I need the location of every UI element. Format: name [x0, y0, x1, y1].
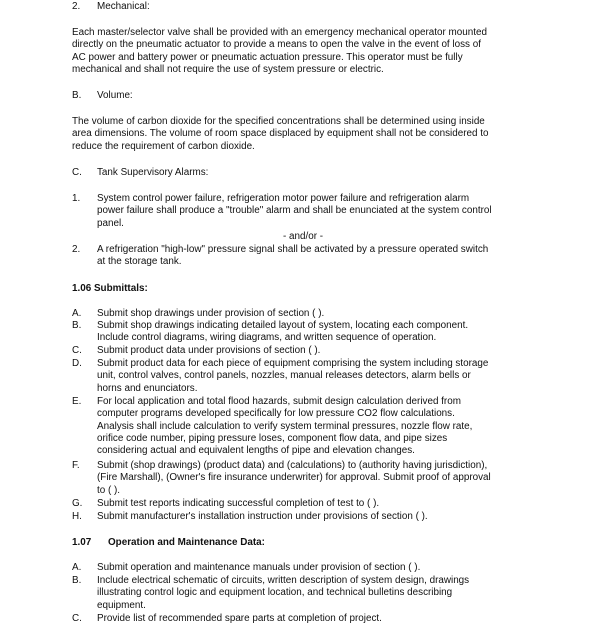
item-line: Submit operation and maintenance manuals under provision of section ( ). [97, 562, 421, 573]
item-number: C. [72, 345, 82, 356]
item-line: orifice code number, piping pressure loses, component flow data, and pipe sizes [97, 432, 448, 444]
item-line: at the storage tank. [97, 256, 182, 268]
submittal-item-a-text [97, 308, 324, 320]
paragraph-line: mechanical and shall not require the use of system pressure or electric. [72, 63, 384, 75]
volume-title: Volume: [97, 90, 133, 101]
paragraph-line: reduce the requirement of carbon dioxide. [72, 140, 255, 152]
item-line: Submit test reports indicating successful completion of test to ( ). [97, 498, 380, 509]
volume-number: B. [72, 90, 82, 101]
submittal-item-g-text [97, 498, 379, 510]
item-number: 1. [72, 193, 81, 204]
item-line: A refrigeration "high-low" pressure signal shall be activated by a pressure operated switch [97, 244, 489, 255]
item-number: D. [72, 358, 82, 369]
item-number: C. [72, 613, 82, 624]
item-number: B. [72, 320, 82, 331]
item-line: Submit (shop drawings) (product data) and (calculations) to (authority having jurisdiction), [97, 460, 488, 471]
tank-item-2-text [97, 244, 488, 269]
item-line: Submit product data for each piece of equipment comprising the system including storage [97, 358, 489, 369]
item-line: Submit shop drawings indicating detailed layout of system, locating each component. [97, 320, 469, 331]
submittal-item-d-text [97, 358, 488, 395]
item-line: For local application and total flood hazards, submit design calculation derived from [97, 396, 461, 407]
item-line: Include electrical schematic of circuits, written description of system design, drawings [97, 575, 470, 586]
paragraph-line: directly on the pneumatic actuator to provide a means to open the valve in the event of loss of [72, 39, 481, 51]
tank-number: C. [72, 167, 82, 178]
operation-number: 1.07 [72, 537, 92, 548]
item-number: E. [72, 396, 82, 407]
mechanical-paragraph [72, 27, 487, 76]
item-line: Provide list of recommended spare parts at completion of project. [97, 613, 382, 624]
volume-paragraph [72, 116, 488, 153]
item-line: Submit manufacturer's installation instruction under provisions of section ( ). [97, 511, 428, 522]
item-line: Analysis shall include calculation to verify system terminal pressures, nozzle flow rate, [97, 420, 473, 432]
item-line: to ( ). [97, 484, 121, 496]
tank-title: Tank Supervisory Alarms: [97, 167, 209, 178]
paragraph-line: area dimensions. The volume of room space displaced by equipment shall not be considered to [72, 128, 489, 140]
submittal-item-f-text [97, 460, 491, 497]
item-number: H. [72, 511, 82, 522]
paragraph-line: AC power and battery power or pneumatic actuation pressure. This operator must be fully [72, 51, 463, 63]
item-number: A. [72, 308, 82, 319]
item-number: A. [72, 562, 82, 573]
item-line: Submit product data under provisions of section ( ). [97, 345, 321, 356]
paragraph-line: Each master/selector valve shall be provided with an emergency mechanical operator mounted [72, 27, 487, 38]
item-line: horns and enunciators. [97, 382, 198, 394]
submittals-heading: 1.06 Submittals: [72, 283, 148, 294]
submittal-item-b-text [97, 320, 468, 345]
item-line: power failure shall produce a "trouble" alarm and shall be enunciated at the system control [97, 205, 492, 217]
mechanical-number: 2. [72, 1, 81, 12]
item-line: Include control diagrams, wiring diagrams, and written sequence of operation. [97, 332, 437, 344]
tank-item-1-text [97, 193, 492, 230]
mechanical-title: Mechanical: [97, 1, 150, 12]
item-number: B. [72, 575, 82, 586]
item-line: panel. [97, 217, 124, 229]
item-number: F. [72, 460, 80, 471]
item-line: unit, control valves, control panels, nozzles, manual releases detectors, alarm bells or [97, 370, 471, 382]
operation-item-a-text [97, 562, 420, 574]
submittal-item-h-text [97, 511, 428, 523]
operation-item-c-text [97, 613, 382, 625]
item-line: illustrating control logic and equipment location, and technical bulletins describing [97, 587, 453, 599]
item-line: System control power failure, refrigeration motor power failure and refrigeration alarm [97, 193, 470, 204]
item-number: G. [72, 498, 83, 509]
submittal-item-e-text [97, 396, 472, 457]
submittal-item-c-text [97, 345, 320, 357]
item-line: (Fire Marshall), (Owner's fire insurance underwriter) for approval. Submit proof of approval [97, 472, 491, 484]
item-line: equipment. [97, 599, 146, 611]
and-or-separator: - and/or - [283, 231, 324, 242]
item-line: Submit shop drawings under provision of section ( ). [97, 308, 325, 319]
item-line: computer programs developed specifically for low pressure CO2 flow calculations. [97, 408, 455, 420]
operation-title: Operation and Maintenance Data: [108, 537, 265, 548]
paragraph-line: The volume of carbon dioxide for the specified concentrations shall be determined using inside [72, 116, 485, 127]
operation-item-b-text [97, 575, 469, 612]
item-number: 2. [72, 244, 81, 255]
item-line: considering actual and equivalent lengths of pipe and elevation changes. [97, 445, 415, 457]
